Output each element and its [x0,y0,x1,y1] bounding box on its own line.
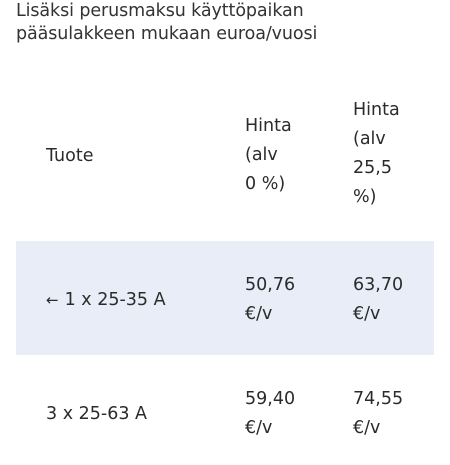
header-product: Tuote [46,146,94,166]
title-line-1: Lisäksi perusmaksu käyttöpaikan [16,1,304,21]
row-price-vat-0 [245,271,325,329]
row-product-label: 1 x 25-35 A [64,290,166,310]
header-price-vat-0-line: (alv [245,145,278,165]
row-price-vat-0 [245,385,325,443]
row-product-label: 3 x 25-63 A [46,404,148,424]
price-value: 50,76 [245,275,296,295]
section-title [16,0,436,46]
header-price-vat-0-line: 0 %) [245,174,286,194]
table-row [16,241,434,355]
arrow-left-icon: ← [46,291,59,309]
price-unit: €/v [245,304,273,324]
table-row [16,355,434,465]
price-value: 74,55 [353,389,404,409]
row-price-vat-25-5 [353,385,433,443]
price-unit: €/v [245,418,273,438]
header-price-vat-25-5-line: %) [353,187,377,207]
header-price-vat-25-5-line: Hinta [353,100,400,120]
header-price-vat-25-5 [353,96,433,212]
header-price-vat-0-line: Hinta [245,116,292,136]
header-price-vat-25-5-line: 25,5 [353,158,392,178]
row-price-vat-25-5 [353,271,433,329]
header-price-vat-0 [245,112,325,199]
price-value: 59,40 [245,389,296,409]
row-product [46,286,166,315]
price-value: 63,70 [353,275,404,295]
header-price-vat-25-5-line: (alv [353,129,386,149]
price-table [16,88,434,438]
table-header-row [16,88,434,238]
price-unit: €/v [353,418,381,438]
row-product [46,400,147,429]
title-line-2: pääsulakkeen mukaan euroa/vuosi [16,24,318,44]
price-unit: €/v [353,304,381,324]
